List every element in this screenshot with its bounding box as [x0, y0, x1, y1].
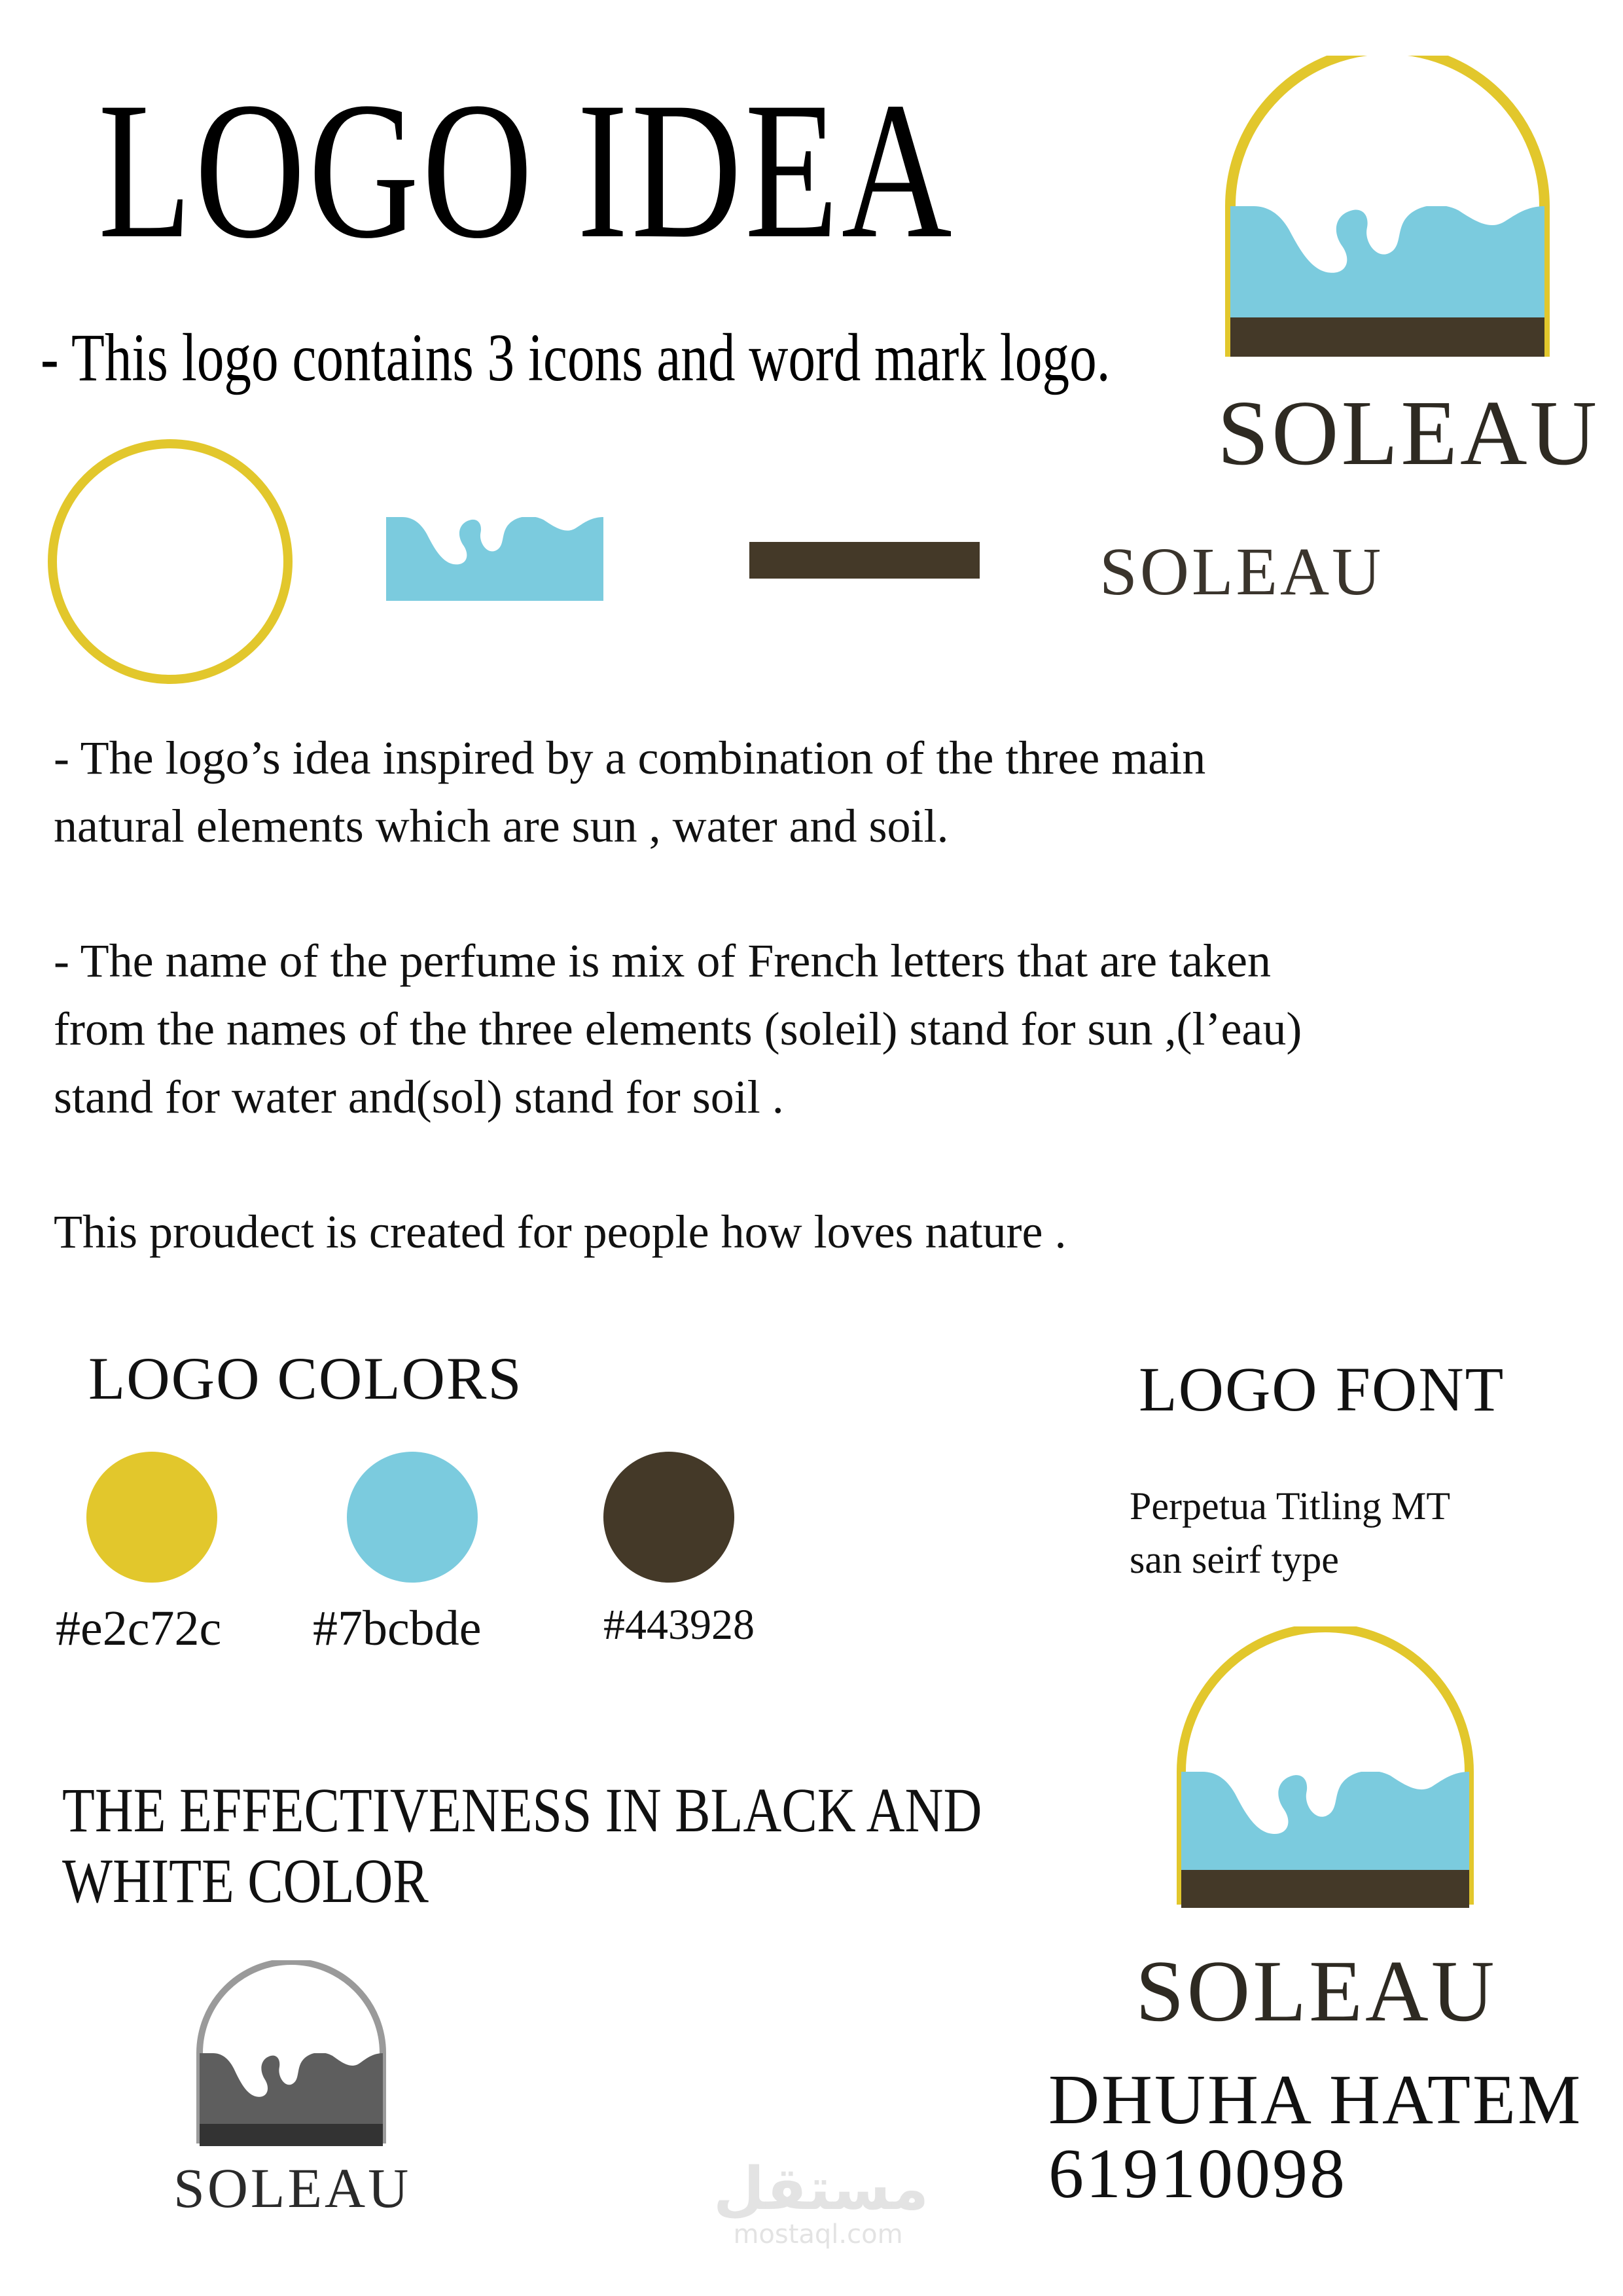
sun-ring-icon: [46, 437, 294, 686]
full-logo-bottom: [1135, 1626, 1502, 2039]
watermark-arabic: مستقل: [713, 2155, 929, 2223]
font-description: [1130, 1479, 1450, 1587]
bw-heading-line: WHITE COLOR: [62, 1846, 429, 1916]
logo-mark-icon: [1217, 56, 1558, 370]
wordmark-standalone: SOLEAU: [1099, 534, 1384, 609]
soil-bar-icon: [749, 542, 980, 579]
page-subtitle: - This logo contains 3 icons and word mark logo.: [41, 320, 1111, 395]
author-name: DHUHA HATEM: [1048, 2061, 1582, 2139]
bw-wordmark: SOLEAU: [173, 2157, 412, 2219]
watermark: [713, 2155, 929, 2250]
paragraph-line: natural elements which are sun , water and soil.: [54, 800, 949, 852]
bw-logo: [167, 1960, 416, 2222]
font-name: Perpetua Titling MT: [1130, 1484, 1451, 1528]
bw-heading-line: THE EFFECTIVENESS IN BLACK AND: [62, 1775, 982, 1845]
paragraph-line: - The logo’s idea inspired by a combination of the three main: [54, 732, 1206, 784]
font-type: san seirf type: [1130, 1538, 1339, 1581]
swatch-soil: [603, 1452, 734, 1583]
hex-label-sun: #e2c72c: [56, 1601, 222, 1656]
paragraph-audience: This proudect is created for people how loves nature .: [54, 1206, 1067, 1258]
author-id: 61910098: [1048, 2135, 1347, 2213]
paragraph-line: stand for water and(sol) stand for soil .: [54, 1071, 784, 1123]
paragraph-name: [54, 927, 1302, 1131]
water-wave-icon: [386, 517, 603, 601]
bw-heading: [62, 1775, 982, 1916]
wordmark-top: SOLEAU: [1217, 381, 1600, 484]
colors-heading: LOGO COLORS: [88, 1345, 523, 1412]
hex-label-soil: #443928: [603, 1601, 755, 1649]
wordmark-bottom: SOLEAU: [1135, 1943, 1497, 2039]
paragraph-idea: [54, 724, 1205, 860]
swatch-sun: [86, 1452, 217, 1583]
paragraph-line: - The name of the perfume is mix of French letters that are taken: [54, 935, 1271, 987]
logo-mark-bottom-icon: [1171, 1626, 1479, 1914]
font-heading: LOGO FONT: [1139, 1354, 1505, 1424]
bw-logo-mark-icon: [193, 1960, 389, 2150]
page-title: LOGO IDEA: [98, 62, 955, 279]
watermark-latin: mostaql.com: [733, 2219, 903, 2250]
full-logo-top: [1217, 56, 1600, 484]
paragraph-line: from the names of the three elements (soleil) stand for sun ,(l’eau): [54, 1003, 1302, 1055]
swatch-water: [347, 1452, 478, 1583]
hex-label-water: #7bcbde: [313, 1601, 482, 1656]
